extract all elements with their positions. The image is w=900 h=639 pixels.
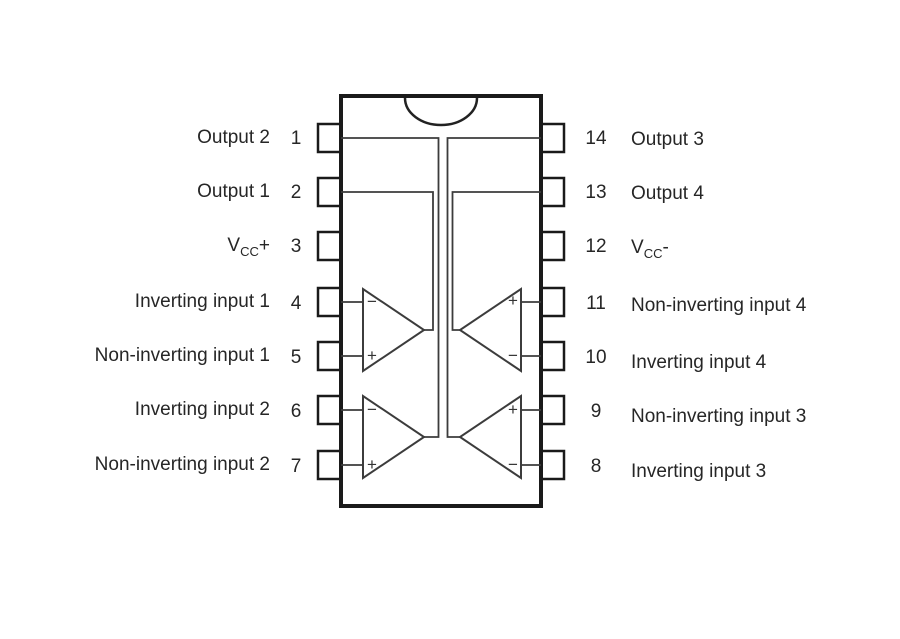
opamp1-plus-sign: +	[367, 346, 377, 365]
pin-number-3: 3	[290, 236, 302, 257]
pin-box-7	[318, 451, 341, 479]
opamp1-minus-sign: −	[367, 292, 377, 311]
pin-label-2: Output 1	[197, 181, 270, 202]
pin-box-14	[541, 124, 564, 152]
pin-number-10: 10	[585, 347, 607, 368]
opamp4-minus-sign: −	[508, 346, 518, 365]
pin-label-13: Output 4	[631, 183, 704, 204]
opamp3-minus-sign: −	[508, 455, 518, 474]
pin-box-3	[318, 232, 341, 260]
pin-number-5: 5	[290, 347, 302, 368]
pin-box-10	[541, 342, 564, 370]
vcc-plus-main: V	[227, 235, 241, 256]
pin-box-8	[541, 451, 564, 479]
pin-label-10: Inverting input 4	[631, 352, 767, 373]
pin-label-4: Inverting input 1	[134, 291, 270, 312]
pin-number-6: 6	[290, 401, 302, 422]
vcc-minus-subscript: CC	[643, 246, 663, 261]
pin-number-14: 14	[585, 128, 607, 149]
pin-label-5: Non-inverting input 1	[94, 345, 270, 366]
pin-number-4: 4	[290, 293, 302, 314]
pin-box-5	[318, 342, 341, 370]
vcc-plus-subscript: CC	[240, 244, 259, 259]
opamp4-plus-sign: +	[508, 291, 518, 310]
pin-label-3	[40, 233, 270, 259]
pin-label-11: Non-inverting input 4	[631, 295, 807, 316]
pin-number-13: 13	[585, 182, 607, 203]
pin-label-6: Inverting input 2	[134, 399, 270, 420]
pin-box-11	[541, 288, 564, 316]
vcc-minus-main: V	[631, 237, 644, 258]
vcc-minus-suffix: -	[662, 237, 669, 258]
pin-boxes-left	[318, 124, 341, 479]
pin-label-14: Output 3	[631, 129, 704, 150]
pin-number-11: 11	[586, 293, 606, 314]
opamp2-minus-sign: −	[367, 400, 377, 419]
pin-number-12: 12	[585, 236, 607, 257]
pin-number-1: 1	[290, 128, 302, 149]
pin-label-1: Output 2	[197, 127, 270, 148]
pin-label-7: Non-inverting input 2	[94, 454, 270, 475]
pin-box-2	[318, 178, 341, 206]
pin-label-9: Non-inverting input 3	[631, 406, 807, 427]
pin-number-7: 7	[290, 456, 302, 477]
vcc-plus-suffix: +	[258, 235, 270, 256]
pin-box-6	[318, 396, 341, 424]
pin-boxes-right	[541, 124, 564, 479]
pin-box-9	[541, 396, 564, 424]
opamp2-plus-sign: +	[367, 455, 377, 474]
pin-box-12	[541, 232, 564, 260]
pin-number-8: 8	[590, 456, 602, 477]
pin-number-9: 9	[590, 401, 602, 422]
pin-label-12	[631, 235, 871, 261]
pin-label-8: Inverting input 3	[631, 461, 767, 482]
pin-number-2: 2	[290, 182, 302, 203]
pin-box-13	[541, 178, 564, 206]
pin-box-1	[318, 124, 341, 152]
pin-box-4	[318, 288, 341, 316]
opamp3-plus-sign: +	[508, 400, 518, 419]
